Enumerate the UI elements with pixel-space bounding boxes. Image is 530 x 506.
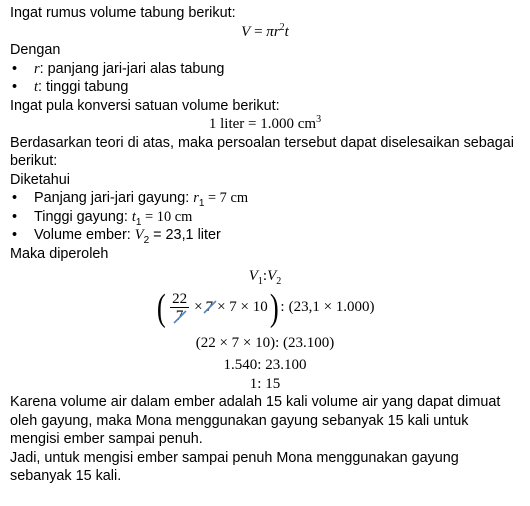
step1-rest: × 7 × 10 <box>217 299 268 316</box>
volume-formula <box>10 23 520 42</box>
bullet-icon: • <box>12 208 18 225</box>
formula-equals: = <box>254 23 263 40</box>
formula-t: t <box>284 23 289 40</box>
ratio-v2: V <box>267 268 277 284</box>
konversi-formula <box>10 115 520 134</box>
dengan-label: Dengan <box>10 42 61 58</box>
formula-v: V <box>241 23 251 40</box>
ratio-colon: : <box>262 268 268 284</box>
given-label: Tinggi gayung: <box>34 208 132 225</box>
step1-line <box>10 286 520 330</box>
teori-text: Berdasarkan teori di atas, maka persoalan tersebut dapat diselesaikan sebagai berikut: <box>10 134 514 169</box>
def-t <box>10 78 530 97</box>
ratio-v1-sub: 1 <box>257 276 263 287</box>
bullet-icon: • <box>12 60 18 77</box>
step1-colon: : <box>280 299 285 316</box>
given-sub: 1 <box>198 197 205 209</box>
given-value: = 23,1 liter <box>149 227 221 243</box>
def-symbol: r <box>34 60 40 77</box>
formula-exponent: 2 <box>279 21 285 33</box>
def-symbol: t <box>34 79 38 95</box>
fraction <box>170 291 189 324</box>
given-value: = 7 cm <box>204 190 249 206</box>
given-sub: 1 <box>135 216 142 228</box>
given-height <box>10 208 530 227</box>
maka-label: Maka diperoleh <box>10 245 109 262</box>
konversi-exponent: 3 <box>316 114 322 125</box>
def-r <box>10 60 530 79</box>
bullet-icon: • <box>12 227 18 243</box>
bullet-icon: • <box>12 79 18 95</box>
given-radius <box>10 189 530 208</box>
konversi-text: 1 liter = 1.000 cm <box>208 116 317 132</box>
denominator-value: 7 <box>175 308 184 324</box>
fraction-numerator: 22 <box>172 291 188 307</box>
step4-line: 1: 15 <box>249 375 281 392</box>
given-symbol: r <box>193 190 199 206</box>
formula-pi: π <box>266 23 274 40</box>
given-label: Volume ember: <box>34 227 135 243</box>
diketahui-label: Diketahui <box>10 171 70 188</box>
given-symbol: t <box>131 208 136 225</box>
times-sign: × <box>194 299 203 316</box>
konversi-intro: Ingat pula konversi satuan volume berikut: <box>10 97 280 114</box>
def-text: : tinggi tabung <box>38 79 129 95</box>
step1-right: (23,1 × 1.000) <box>288 299 375 316</box>
step2-line: (22 × 7 × 10): (23.100) <box>195 334 335 351</box>
ratio-line <box>10 267 520 286</box>
given-sub: 2 <box>143 234 150 246</box>
fraction-denominator <box>176 308 184 324</box>
formula-r: r <box>273 23 280 40</box>
right-paren: ) <box>269 286 279 329</box>
given-symbol: V <box>134 227 144 243</box>
left-paren: ( <box>157 286 167 329</box>
ratio-v1: V <box>248 268 258 284</box>
conclusion-text: Karena volume air dalam ember adalah 15 kali volume air yang dapat dimuat oleh gayung, maka Mona menggunakan gayung sebanyak 15 kali untuk mengisi ember sampai penuh. <box>10 394 501 447</box>
final-text: Jadi, untuk mengisi ember sampai penuh Mona menggunakan gayung sebanyak 15 kali. <box>10 449 459 484</box>
bullet-icon: • <box>12 190 18 206</box>
def-text: : panjang jari-jari alas tabung <box>39 60 225 77</box>
given-label: Panjang jari-jari gayung: <box>34 190 194 206</box>
ratio-v2-sub: 2 <box>276 276 282 287</box>
seven-value: 7 <box>205 299 214 316</box>
intro-text: Ingat rumus volume tabung berikut: <box>10 5 236 21</box>
given-value: = 10 cm <box>141 208 193 225</box>
cancelled-seven <box>206 298 214 317</box>
step3-line: 1.540: 23.100 <box>223 357 307 373</box>
given-volume <box>10 226 530 245</box>
